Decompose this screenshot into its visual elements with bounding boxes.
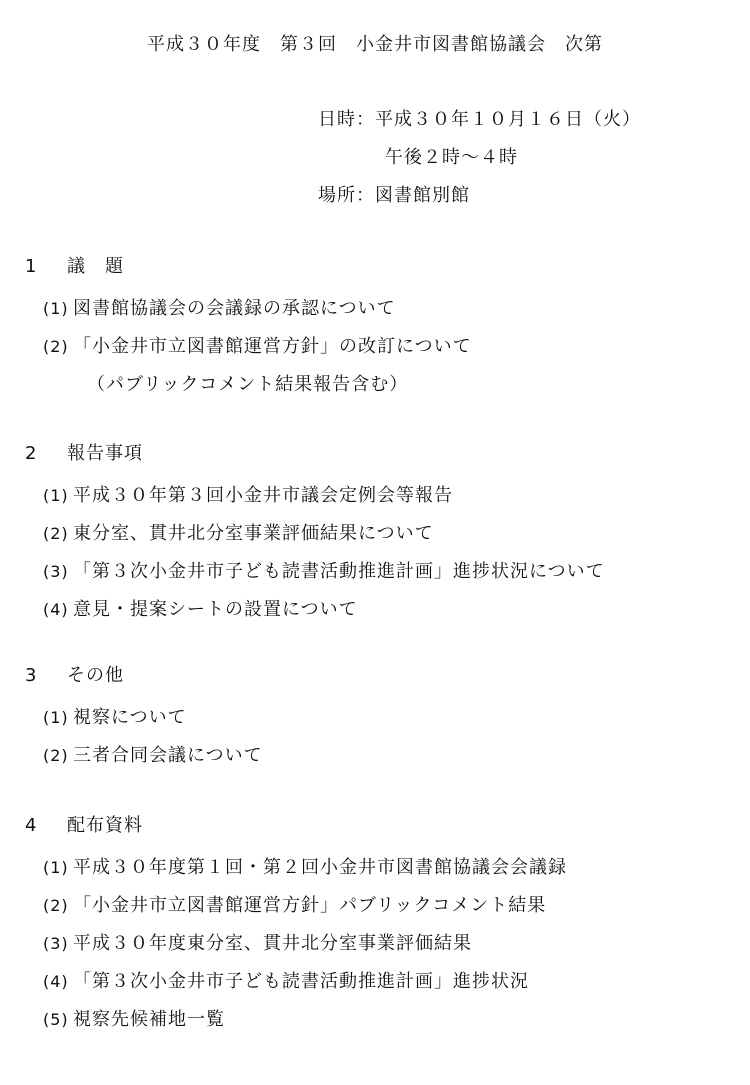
section-heading [25, 813, 567, 849]
item-number: (1) [43, 486, 69, 505]
item-text: 平成３０年度第１回・第２回小金井市図書館協議会会議録 [73, 857, 567, 878]
section-number: 1 [25, 256, 38, 277]
list-item [25, 963, 567, 1001]
list-item [25, 477, 605, 515]
item-text: 意見・提案シートの設置について [73, 599, 358, 620]
item-text: 図書館協議会の会議録の承認について [73, 298, 396, 319]
section-title: その他 [67, 665, 124, 686]
item-subtext: （パブリックコメント結果報告含む） [87, 374, 409, 395]
item-text: 平成３０年第３回小金井市議会定例会等報告 [73, 485, 453, 506]
item-number: (5) [43, 1010, 69, 1029]
list-item [25, 328, 472, 366]
item-number: (3) [43, 934, 69, 953]
list-item [25, 849, 567, 887]
section-heading [25, 663, 263, 699]
item-number: (2) [43, 896, 69, 915]
section-reports [25, 441, 605, 629]
item-text: 「第３次小金井市子ども読書活動推進計画」進捗状況について [73, 561, 605, 582]
list-item [25, 887, 567, 925]
section-title: 配布資料 [67, 815, 143, 836]
section-number: 3 [25, 665, 38, 686]
item-text: 東分室、貫井北分室事業評価結果について [73, 523, 434, 544]
item-text: 「小金井市立図書館運営方針」の改訂について [73, 336, 472, 357]
item-number: (2) [43, 746, 69, 765]
list-item [25, 290, 472, 328]
meeting-time: 午後２時～４時 [385, 147, 518, 168]
item-text: 視察先候補地一覧 [73, 1009, 225, 1030]
section-title: 報告事項 [67, 443, 143, 464]
section-number: 4 [25, 815, 38, 836]
item-text: 平成３０年度東分室、貫井北分室事業評価結果 [73, 933, 472, 954]
item-number: (2) [43, 524, 69, 543]
section-other [25, 663, 263, 775]
section-number: 2 [25, 443, 38, 464]
item-number: (4) [43, 972, 69, 991]
section-title: 議 題 [67, 256, 124, 277]
item-text: 視察について [73, 707, 187, 728]
document-title: 平成３０年度 第３回 小金井市図書館協議会 次第 [147, 34, 603, 55]
item-number: (2) [43, 337, 69, 356]
item-number: (1) [43, 858, 69, 877]
list-item [25, 737, 263, 775]
meeting-place: 場所：図書館別館 [318, 185, 470, 206]
item-number: (1) [43, 299, 69, 318]
meeting-datetime: 日時：平成３０年１０月１６日（火） [318, 109, 641, 130]
item-number: (3) [43, 562, 69, 581]
section-heading [25, 254, 472, 290]
list-item [25, 925, 567, 963]
item-text: 三者合同会議について [73, 745, 263, 766]
section-handouts [25, 813, 567, 1039]
section-agenda [25, 254, 472, 404]
list-item [25, 699, 263, 737]
item-text: 「第３次小金井市子ども読書活動推進計画」進捗状況 [73, 971, 529, 992]
item-number: (1) [43, 708, 69, 727]
list-item [25, 553, 605, 591]
list-item [25, 1001, 567, 1039]
section-heading [25, 441, 605, 477]
item-text: 「小金井市立図書館運営方針」パブリックコメント結果 [73, 895, 547, 916]
list-item [25, 515, 605, 553]
item-number: (4) [43, 600, 69, 619]
list-item [25, 591, 605, 629]
